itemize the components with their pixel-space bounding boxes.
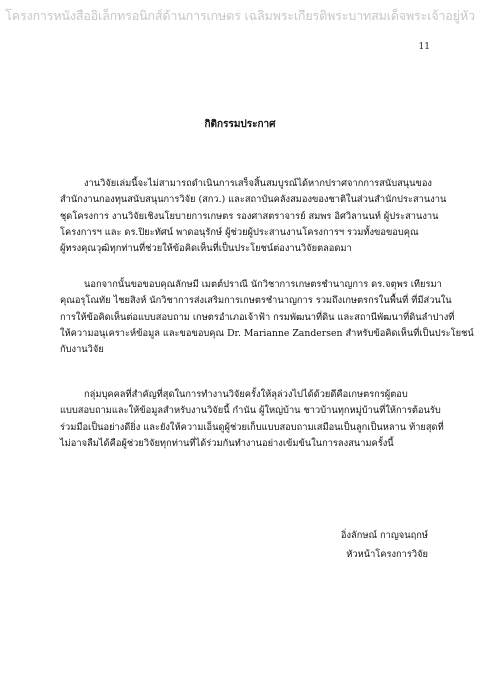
watermark-header: โครงการหนังสืออิเล็กทรอนิกส์ด้านการเกษตร เฉลิมพระเกียรติพระบาทสมเด็จพระเจ้าอยู่หัว: [5, 8, 475, 23]
paragraph-line: กลุ่มบุคคลที่สำคัญที่สุดในการทำงานวิจัยครั้งให้ลุล่วงไปได้ด้วยดีคือเกษตรกรผู้ตอบ: [84, 389, 408, 400]
paragraph-line: ผู้ทรงคุณวุฒิทุกท่านที่ช่วยให้ข้อคิดเห็นที่เป็นประโยชน์ต่องานวิจัยตลอดมา: [60, 243, 352, 255]
paragraph-line: ให้ความอนุเคราะห์ข้อมูล และขอขอบคุณ Dr. Marianne Zandersen สำหรับข้อคิดเห็นที่เป็นประโยชน์: [60, 327, 474, 339]
paragraph-line: ไม่อาจลืมได้คือผู้ช่วยวิจัยทุกท่านที่ได้ร่วมกันทำงานอย่างเข้มข้นในการลงสนามครั้งนี้: [60, 437, 394, 449]
paragraph-line: แบบสอบถามและให้ข้อมูลสำหรับงานวิจัยนี้ กำนัน ผู้ใหญ่บ้าน ชาวบ้านทุกหมู่บ้านที่ให้การต้อนรับ: [60, 405, 441, 417]
signature-block: [341, 526, 428, 564]
signature-position: หัวหน้าโครงการวิจัย: [346, 549, 428, 560]
paragraph-farmers-acknowledgement: [60, 387, 444, 452]
page-title: กิติกรรมประกาศ: [204, 119, 276, 130]
paragraph-line: นอกจากนั้นขอขอบคุณลักษมี เมตต์ปราณี นักวิชาการเกษตรชำนาญการ ดร.จตุพร เทียรมา: [84, 279, 442, 290]
paragraph-line: สำนักงานกองทุนสนับสนุนการวิจัย (สกว.) และสถาบันคลังสมองของชาติในส่วนสำนักประสานงาน: [60, 194, 447, 206]
paragraph-people-acknowledgement: [60, 277, 474, 358]
page-number: 11: [418, 42, 430, 52]
paragraph-line: คุณอรุโณทัย ไชยสิงห์ นักวิชาการส่งเสริมการเกษตรชำนาญการ รวมถึงเกษตรกรในพื้นที่ ที่มีส่วนใน: [60, 295, 452, 307]
paragraph-line: งานวิจัยเล่มนี้จะไม่สามารถดำเนินการเสร็จสิ้นสมบูรณ์ได้หากปราศจากการสนับสนุนของ: [84, 178, 432, 189]
paragraph-line: การให้ข้อคิดเห็นต่อแบบสอบถาม เกษตรอำเภอเจ้าฟ้า กรมพัฒนาที่ดิน และสถานีพัฒนาที่ดินลำปางที่: [60, 311, 455, 323]
paragraph-funding-acknowledgement: [60, 176, 447, 257]
paragraph-line: ชุดโครงการ งานวิจัยเชิงนโยบายการเกษตร รองศาสตราจารย์ สมพร อิศวิลานนท์ ผู้ประสานงาน: [60, 210, 439, 222]
paragraph-line: โครงการฯ และ ดร.ปิยะทัศน์ พาดอนุรักษ์ ผู้ช่วยผู้ประสานงานโครงการฯ รวมทั้งขอขอบคุณ: [60, 226, 419, 238]
signature-name: อิ่งลักษณ์ กาญจนฤกษ์: [340, 530, 428, 541]
paragraph-line: ร่วมมือเป็นอย่างดียิ่ง และยังให้ความเอ็นดูผู้ช่วยเก็บแบบสอบถามเสมือนเป็นลูกเป็นหลาน ท้ายสุดที่: [60, 421, 444, 433]
paragraph-line: กับงานวิจัย: [60, 344, 104, 356]
